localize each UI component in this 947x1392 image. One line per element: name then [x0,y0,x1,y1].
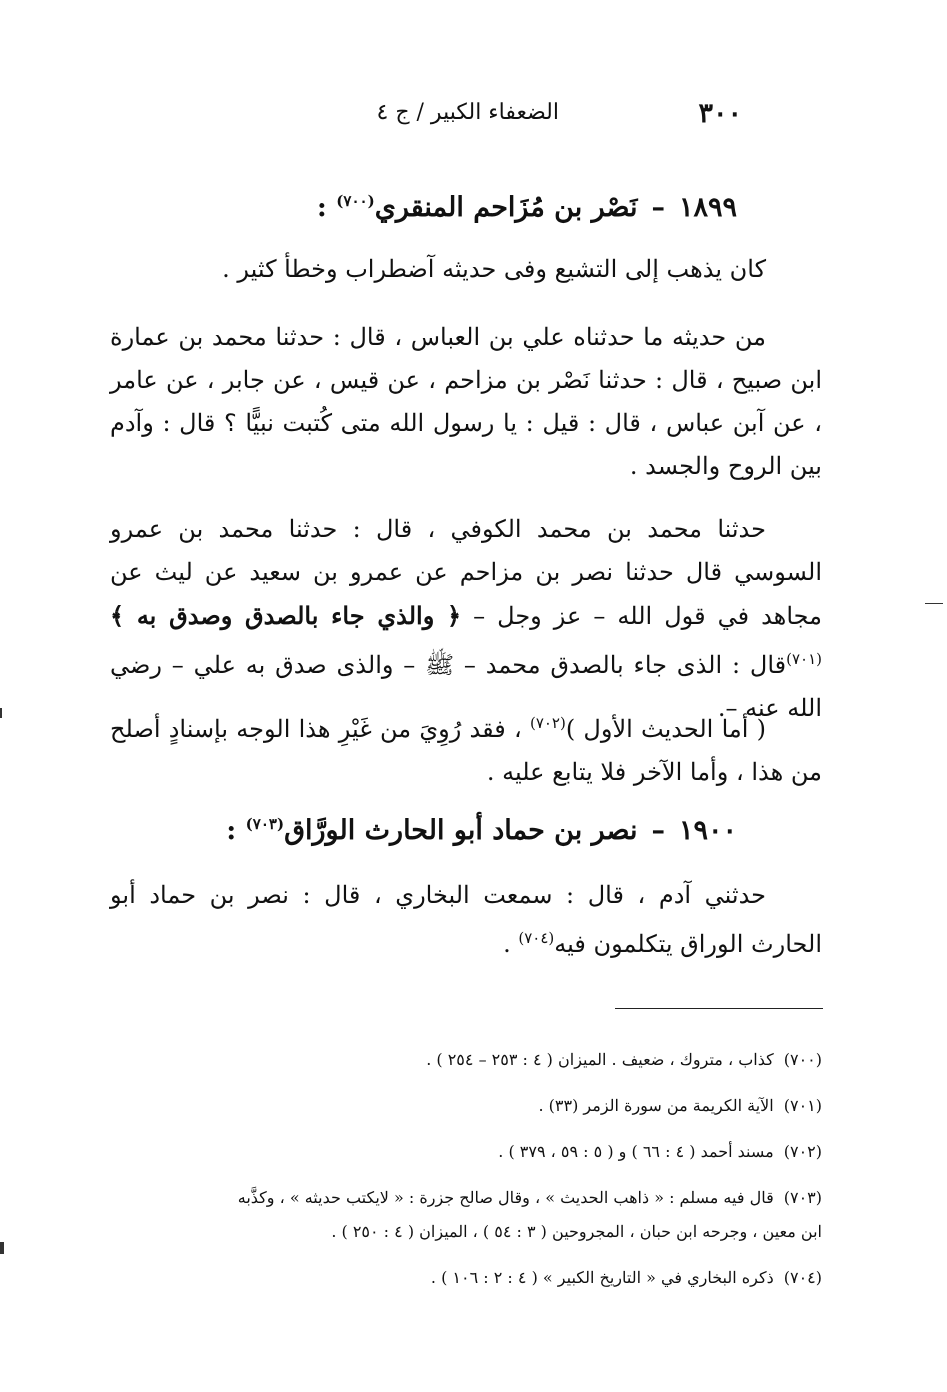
footnote-text: مسند أحمد ( ٤ : ٦٦ ) و ( ٥ : ٥٩ ، ٣٧٩ ) . [498,1142,774,1161]
paragraph-3 [110,702,822,794]
paragraph-1: من حديثه ما حدثناه علي بن العباس ، قال : حدثنا محمد بن عمارة ابن صبيح ، قال : حدثنا نَصْر بن مزاحم ، عن قيس ، عن جابر ، عن عامر ، عن آبن عباس ، قال : قيل : يا رسول الله متى كُتبت نبيًّا ؟ قال : وآدم بين الروح والجسد . [110,323,822,480]
page-header [0,98,947,138]
paragraph-4-block [110,874,822,966]
scan-edge-mark [0,1242,4,1254]
footnote-number: (٧٠١) [783,1096,822,1115]
paragraph-4 [110,874,822,966]
entry-dash: – [651,192,665,223]
page-number: ٣٠٠ [698,98,742,129]
footnote-text: الآية الكريمة من سورة الزمر (٣٣) . [538,1096,774,1115]
footnote-number: (٧٠٣) [783,1188,822,1207]
paragraph-3-block [110,702,822,794]
running-title: الضعفاء الكبير / ج ٤ [376,100,559,125]
paragraph-1-block [110,316,822,488]
paragraph-4-end: . [503,930,511,958]
paragraph-4-text: حدثني آدم ، قال : سمعت البخاري ، قال : نصر بن حماد أبو الحارث الوراق يتكلمون فيه [110,881,822,958]
scan-edge-mark [925,603,943,604]
entry-colon: : [316,192,327,223]
footnote-ref: (٧٠٣) [245,815,285,833]
footnote-701 [110,1096,822,1115]
paragraph-3-text-b: ، فقد رُوِيَ من غَيْرِ هذا الوجه بإسنادٍ أصلح من هذا ، وأما الآخر فلا يتابع عليه . [110,715,822,786]
footnote-700 [110,1050,822,1069]
entry-heading-1900 [226,815,737,846]
entry-heading-1899 [317,192,737,223]
entry-colon: : [226,815,237,846]
footnote-number: (٧٠٠) [783,1050,822,1069]
entry-intro: كان يذهب إلى التشيع وفى حديثه آضطراب وخطأ كثير . [222,255,766,283]
footnote-703-continued: ابن معين ، وجرحه ابن حبان ، المجروحين ( ٣ : ٥٤ ) ، الميزان ( ٤ : ٢٥٠ ) . [331,1222,822,1241]
footnote-703 [110,1188,822,1207]
footnote-702 [110,1142,822,1161]
footnote-separator [615,1008,823,1009]
paragraph-2 [110,508,822,730]
entry-name: نصر بن حماد أبو الحارث الورَّاق [284,815,638,846]
paragraph-2-block [110,508,822,730]
footnote-text: كذاب ، متروك ، ضعيف . الميزان ( ٤ : ٢٥٣ – ٢٥٤ ) . [426,1050,774,1069]
footnote-text: قال فيه مسلم : « ذاهب الحديث » ، وقال صالح جزرة : « لايكتب حديثه » ، وكذَّبه [237,1188,774,1207]
entry-dash: – [651,815,665,846]
entry-intro-block [110,248,822,291]
entry-number: ١٩٠٠ [678,815,737,846]
entry-number: ١٨٩٩ [678,192,737,223]
scan-edge-mark [0,708,2,718]
footnote-number: (٧٠٤) [783,1268,822,1287]
entry-name: نَصْر بن مُزَاحم المنقري [374,192,638,223]
footnote-ref: (٧٠٤) [518,929,555,947]
footnote-text: ذكره البخاري في « التاريخ الكبير » ( ٤ : ٢ : ١٠٦ ) . [430,1268,774,1287]
footnote-number: (٧٠٢) [783,1142,822,1161]
footnote-704 [110,1268,822,1287]
paragraph-2-text-a: حدثنا محمد بن محمد الكوفي ، قال : حدثنا محمد بن عمرو السوسي قال حدثنا نصر بن مزاحم عن عمرو بن سعيد عن ليث عن مجاهد في قول الله – عز وجل – [110,515,822,630]
paragraph-2-text-b: قال : الذى جاء بالصدق محمد – ﷺ – والذى صدق به علي – رضي الله عنه –. [110,651,822,722]
footnote-ref: (٧٠١) [786,650,822,668]
quran-verse: ﴿ والذي جاء بالصدق وصدق به ﴾ [110,601,462,630]
paragraph-3-text-a: ( أما الحديث الأول ) [565,715,767,743]
footnote-ref: (٧٠٠) [336,192,375,210]
footnote-ref: (٧٠٢) [529,714,566,732]
